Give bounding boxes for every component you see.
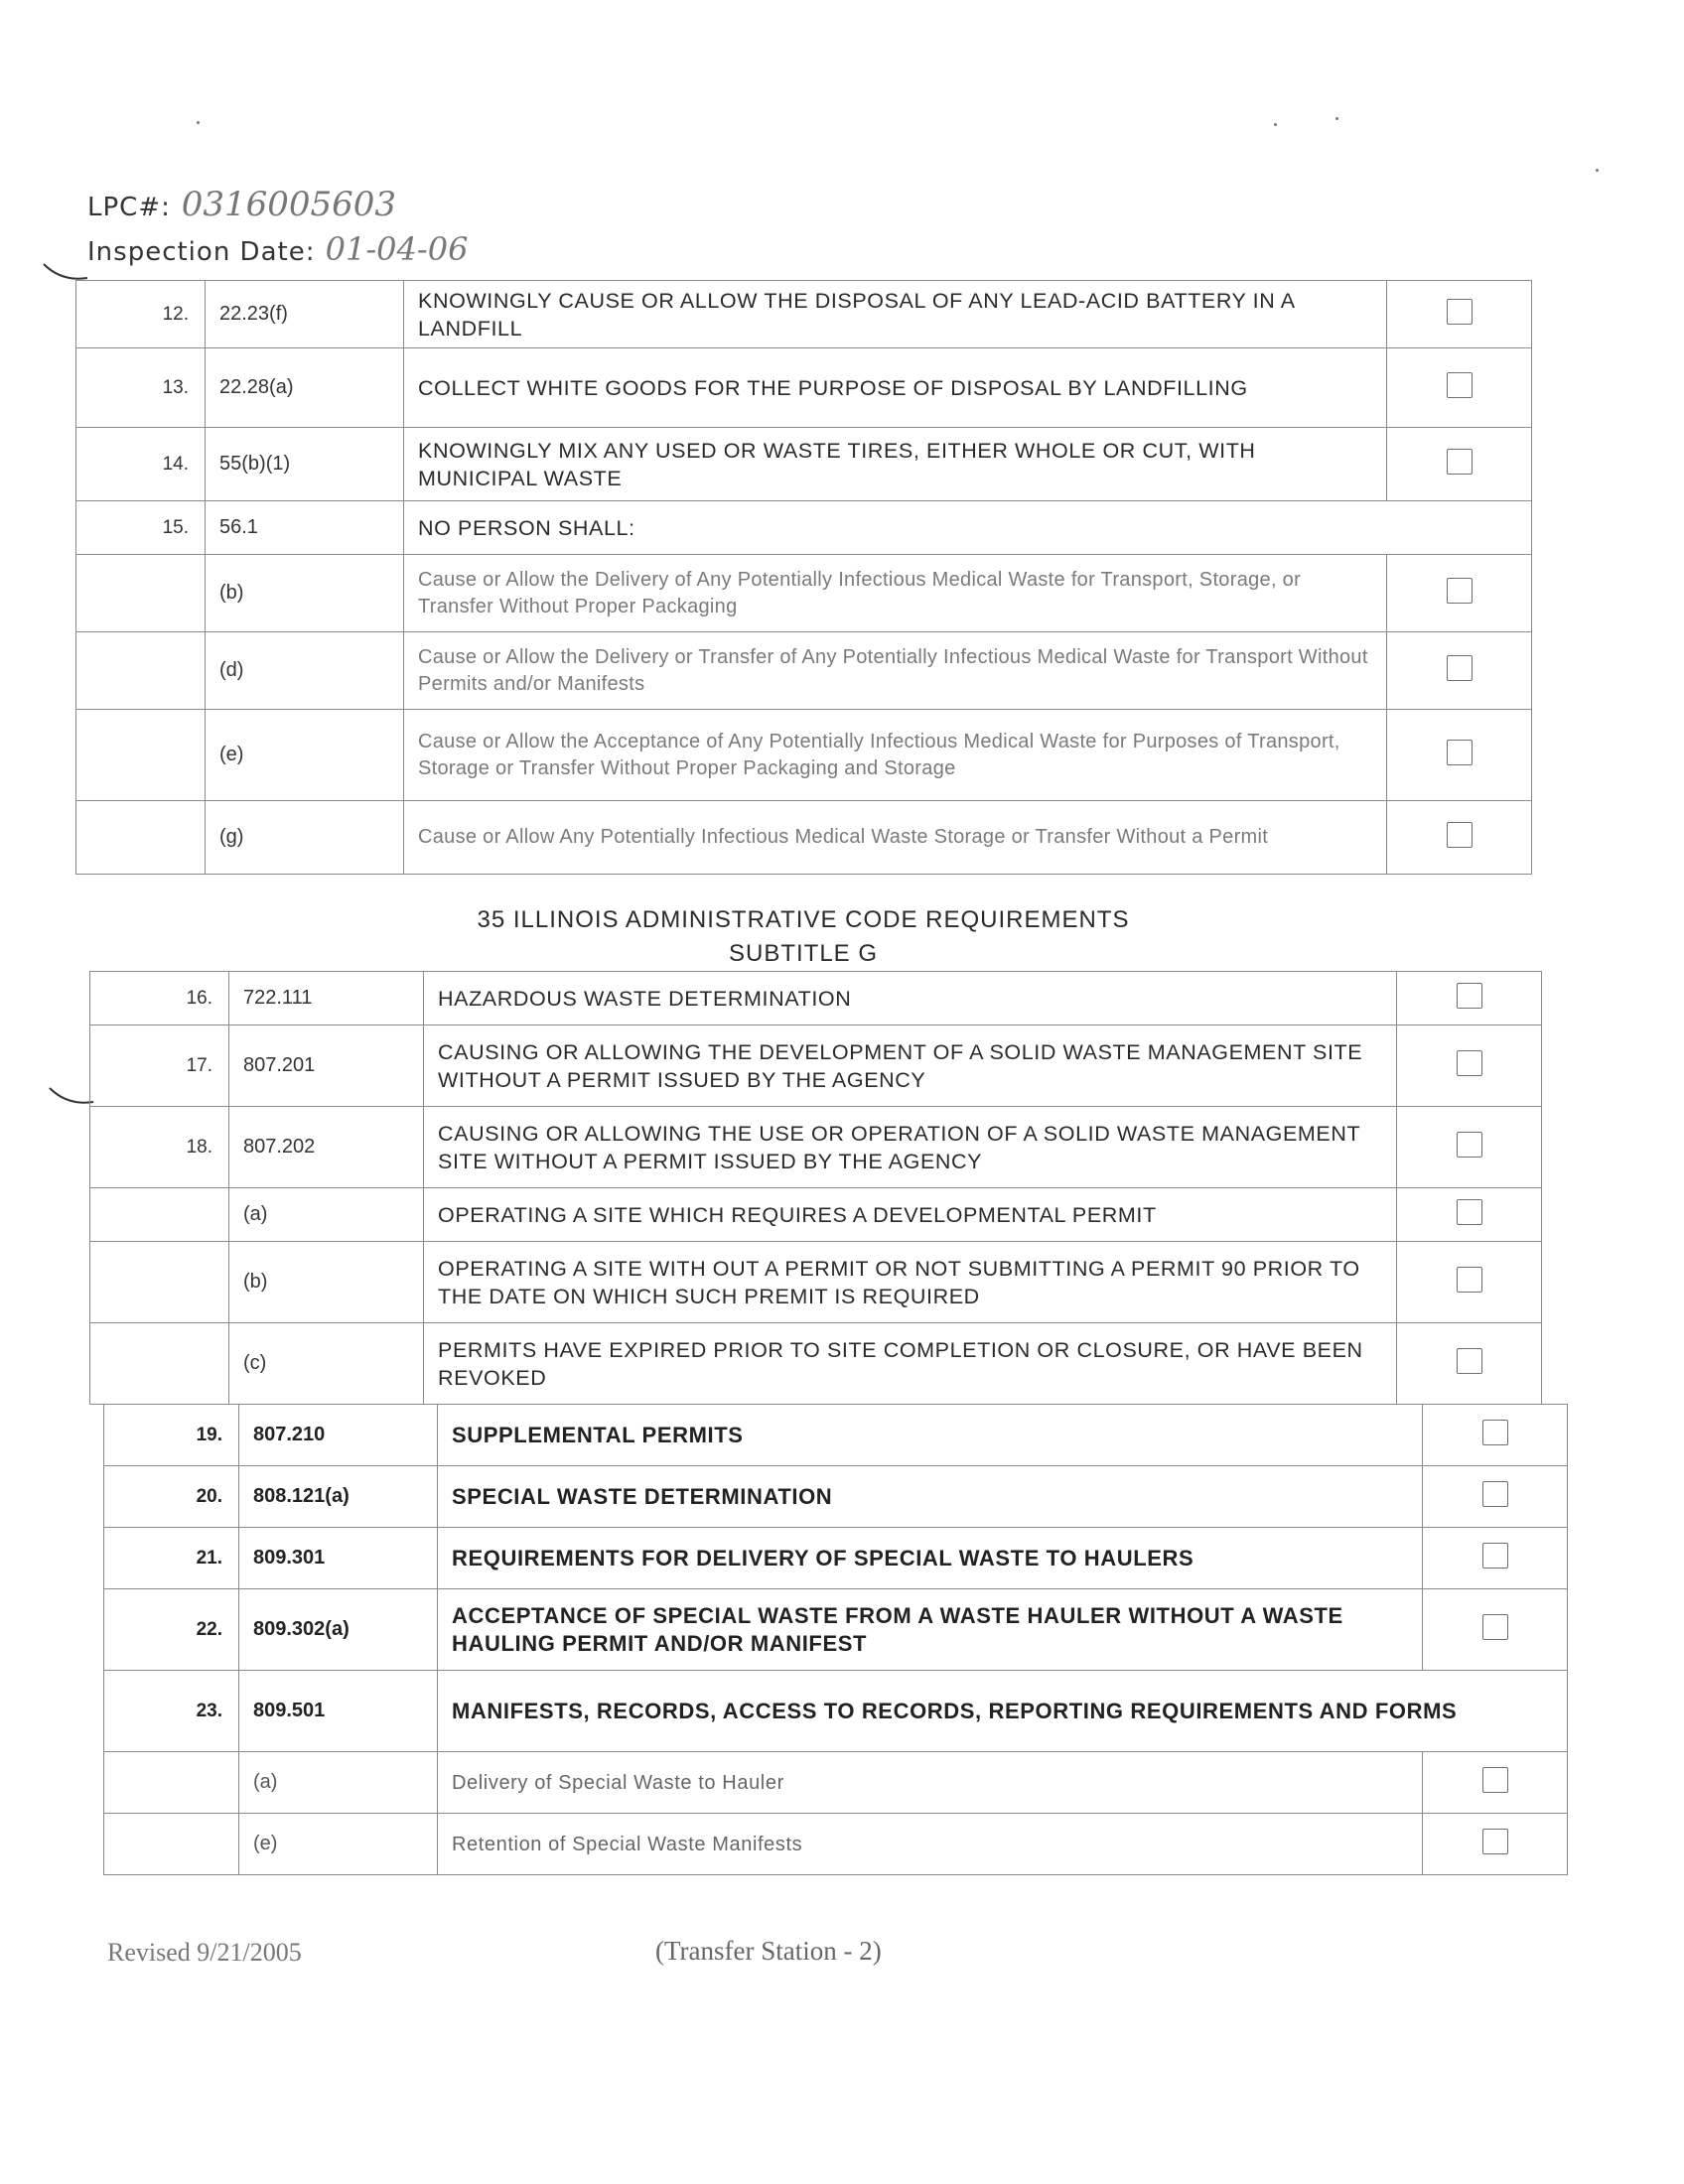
section-reference: (e) bbox=[239, 1814, 438, 1875]
item-number bbox=[90, 1323, 229, 1405]
item-number: 13. bbox=[76, 348, 206, 428]
item-number: 22. bbox=[104, 1589, 239, 1671]
violation-checkbox-cell bbox=[1397, 1188, 1542, 1242]
violation-description: PERMITS HAVE EXPIRED PRIOR TO SITE COMPLETION OR CLOSURE, OR HAVE BEEN REVOKED bbox=[424, 1323, 1397, 1405]
item-number bbox=[76, 555, 206, 632]
violation-checkbox-cell bbox=[1387, 428, 1532, 501]
violation-description: Cause or Allow the Delivery or Transfer of Any Potentially Infectious Medical Waste for Transport Without Permits and/or Manifests bbox=[404, 632, 1387, 710]
violation-checkbox-cell bbox=[1397, 1107, 1542, 1188]
violation-checkbox[interactable] bbox=[1447, 822, 1473, 848]
violation-checkbox[interactable] bbox=[1457, 1132, 1482, 1158]
table-row bbox=[76, 555, 1532, 632]
violation-checkbox[interactable] bbox=[1457, 983, 1482, 1009]
violation-checkbox-cell bbox=[1423, 1528, 1568, 1589]
lpc-number bbox=[87, 185, 396, 224]
item-number: 17. bbox=[90, 1025, 229, 1107]
violation-checkbox[interactable] bbox=[1447, 372, 1473, 398]
table-row bbox=[104, 1814, 1568, 1875]
table-row bbox=[104, 1405, 1568, 1466]
violation-description: OPERATING A SITE WITH OUT A PERMIT OR NOT SUBMITTING A PERMIT 90 PRIOR TO THE DATE ON WHICH SUCH PREMIT IS REQUIRED bbox=[424, 1242, 1397, 1323]
violation-checkbox[interactable] bbox=[1457, 1050, 1482, 1076]
table-row bbox=[76, 428, 1532, 501]
item-number: 23. bbox=[104, 1671, 239, 1752]
violation-description: KNOWINGLY CAUSE OR ALLOW THE DISPOSAL OF ANY LEAD-ACID BATTERY IN A LANDFILL bbox=[404, 281, 1387, 348]
scan-speck bbox=[1274, 123, 1277, 126]
item-number: 21. bbox=[104, 1528, 239, 1589]
violation-description: Retention of Special Waste Manifests bbox=[438, 1814, 1423, 1875]
violation-description: Cause or Allow the Acceptance of Any Potentially Infectious Medical Waste for Purposes of Transport, Storage or Transfer Without Proper Packaging and Storage bbox=[404, 710, 1387, 801]
table-row bbox=[76, 710, 1532, 801]
violation-checkbox-cell bbox=[1387, 555, 1532, 632]
violation-description: Cause or Allow the Delivery of Any Potentially Infectious Medical Waste for Transport, Storage, or Transfer Without Proper Packaging bbox=[404, 555, 1387, 632]
table-row bbox=[104, 1671, 1568, 1752]
table-row bbox=[76, 632, 1532, 710]
violation-description: SUPPLEMENTAL PERMITS bbox=[438, 1405, 1423, 1466]
section-reference: 808.121(a) bbox=[239, 1466, 438, 1528]
violation-description: NO PERSON SHALL: bbox=[404, 501, 1532, 555]
violation-checkbox-cell bbox=[1423, 1814, 1568, 1875]
table-row bbox=[104, 1528, 1568, 1589]
item-number: 19. bbox=[104, 1405, 239, 1466]
violation-checkbox-cell bbox=[1423, 1589, 1568, 1671]
violation-checkbox-cell bbox=[1387, 710, 1532, 801]
table-row bbox=[104, 1589, 1568, 1671]
section-reference: (b) bbox=[229, 1242, 424, 1323]
violation-checkbox[interactable] bbox=[1447, 655, 1473, 681]
inspection-label: Inspection Date: bbox=[87, 237, 316, 267]
table-row bbox=[90, 1323, 1542, 1405]
item-number bbox=[104, 1814, 239, 1875]
section-reference: 809.302(a) bbox=[239, 1589, 438, 1671]
item-number bbox=[76, 801, 206, 875]
section-reference: 809.501 bbox=[239, 1671, 438, 1752]
table-row bbox=[90, 972, 1542, 1025]
inspection-date bbox=[87, 230, 468, 268]
section-reference: 807.202 bbox=[229, 1107, 424, 1188]
violation-checkbox-cell bbox=[1387, 348, 1532, 428]
item-number: 16. bbox=[90, 972, 229, 1025]
table-row bbox=[76, 501, 1532, 555]
item-number: 15. bbox=[76, 501, 206, 555]
lpc-label: LPC#: bbox=[87, 193, 171, 222]
item-number: 12. bbox=[76, 281, 206, 348]
checklist-table-special-waste bbox=[103, 1404, 1568, 1875]
section-title-line2: SUBTITLE G bbox=[728, 940, 879, 967]
lpc-value: 0316005603 bbox=[181, 185, 397, 224]
item-number bbox=[76, 632, 206, 710]
scan-speck bbox=[197, 121, 200, 124]
checklist-table-statute bbox=[75, 280, 1532, 875]
violation-description: CAUSING OR ALLOWING THE DEVELOPMENT OF A SOLID WASTE MANAGEMENT SITE WITHOUT A PERMIT ISSUED BY THE AGENCY bbox=[424, 1025, 1397, 1107]
table-row bbox=[104, 1752, 1568, 1814]
item-number: 14. bbox=[76, 428, 206, 501]
item-number bbox=[90, 1242, 229, 1323]
violation-checkbox[interactable] bbox=[1482, 1614, 1508, 1640]
table-row bbox=[90, 1025, 1542, 1107]
section-reference: (a) bbox=[229, 1188, 424, 1242]
violation-checkbox[interactable] bbox=[1482, 1543, 1508, 1569]
violation-description: CAUSING OR ALLOWING THE USE OR OPERATION OF A SOLID WASTE MANAGEMENT SITE WITHOUT A PERMIT ISSUED BY THE AGENCY bbox=[424, 1107, 1397, 1188]
table-row bbox=[90, 1242, 1542, 1323]
section-reference: (c) bbox=[229, 1323, 424, 1405]
violation-description: ACCEPTANCE OF SPECIAL WASTE FROM A WASTE HAULER WITHOUT A WASTE HAULING PERMIT AND/OR MANIFEST bbox=[438, 1589, 1423, 1671]
section-reference: (g) bbox=[206, 801, 404, 875]
violation-description: MANIFESTS, RECORDS, ACCESS TO RECORDS, REPORTING REQUIREMENTS AND FORMS bbox=[438, 1671, 1568, 1752]
inspection-value: 01-04-06 bbox=[325, 230, 469, 268]
section-reference: (a) bbox=[239, 1752, 438, 1814]
violation-checkbox-cell bbox=[1387, 801, 1532, 875]
section-reference: 809.301 bbox=[239, 1528, 438, 1589]
violation-checkbox[interactable] bbox=[1447, 578, 1473, 604]
table-row bbox=[76, 801, 1532, 875]
section-reference: 722.111 bbox=[229, 972, 424, 1025]
section-reference: (b) bbox=[206, 555, 404, 632]
violation-description: REQUIREMENTS FOR DELIVERY OF SPECIAL WASTE TO HAULERS bbox=[438, 1528, 1423, 1589]
table-row bbox=[76, 348, 1532, 428]
violation-checkbox-cell bbox=[1387, 281, 1532, 348]
table-row bbox=[90, 1188, 1542, 1242]
violation-description: COLLECT WHITE GOODS FOR THE PURPOSE OF DISPOSAL BY LANDFILLING bbox=[404, 348, 1387, 428]
section-title bbox=[75, 903, 1531, 971]
violation-checkbox[interactable] bbox=[1457, 1199, 1482, 1225]
violation-description: Cause or Allow Any Potentially Infectious Medical Waste Storage or Transfer Without a Permit bbox=[404, 801, 1387, 875]
item-number bbox=[76, 710, 206, 801]
violation-description: SPECIAL WASTE DETERMINATION bbox=[438, 1466, 1423, 1528]
table-row bbox=[76, 281, 1532, 348]
violation-description: Delivery of Special Waste to Hauler bbox=[438, 1752, 1423, 1814]
item-number: 20. bbox=[104, 1466, 239, 1528]
violation-description: KNOWINGLY MIX ANY USED OR WASTE TIRES, EITHER WHOLE OR CUT, WITH MUNICIPAL WASTE bbox=[404, 428, 1387, 501]
table-row bbox=[90, 1107, 1542, 1188]
scan-speck bbox=[1596, 169, 1599, 172]
page-label: (Transfer Station - 2) bbox=[655, 1936, 882, 1966]
violation-checkbox-cell bbox=[1387, 632, 1532, 710]
checklist-table-subtitle-g bbox=[89, 971, 1542, 1405]
section-reference: (e) bbox=[206, 710, 404, 801]
item-number bbox=[90, 1188, 229, 1242]
violation-checkbox[interactable] bbox=[1482, 1767, 1508, 1793]
scan-speck bbox=[1335, 117, 1338, 120]
revision-note: Revised 9/21/2005 bbox=[107, 1938, 302, 1967]
section-reference: 56.1 bbox=[206, 501, 404, 555]
section-reference: 22.28(a) bbox=[206, 348, 404, 428]
item-number: 18. bbox=[90, 1107, 229, 1188]
violation-checkbox-cell bbox=[1423, 1752, 1568, 1814]
violation-checkbox-cell bbox=[1397, 1242, 1542, 1323]
section-reference: (d) bbox=[206, 632, 404, 710]
violation-checkbox-cell bbox=[1397, 1025, 1542, 1107]
violation-checkbox[interactable] bbox=[1447, 449, 1473, 475]
section-reference: 55(b)(1) bbox=[206, 428, 404, 501]
violation-checkbox-cell bbox=[1423, 1466, 1568, 1528]
section-reference: 807.210 bbox=[239, 1405, 438, 1466]
violation-checkbox[interactable] bbox=[1482, 1420, 1508, 1445]
section-reference: 22.23(f) bbox=[206, 281, 404, 348]
section-reference: 807.201 bbox=[229, 1025, 424, 1107]
violation-checkbox[interactable] bbox=[1447, 299, 1473, 325]
section-title-line1: 35 ILLINOIS ADMINISTRATIVE CODE REQUIREMENTS bbox=[477, 906, 1130, 933]
violation-checkbox[interactable] bbox=[1457, 1348, 1482, 1374]
item-number bbox=[104, 1752, 239, 1814]
violation-checkbox[interactable] bbox=[1447, 740, 1473, 765]
violation-checkbox-cell bbox=[1423, 1405, 1568, 1466]
table-row bbox=[104, 1466, 1568, 1528]
violation-description: HAZARDOUS WASTE DETERMINATION bbox=[424, 972, 1397, 1025]
violation-checkbox[interactable] bbox=[1457, 1267, 1482, 1293]
violation-checkbox[interactable] bbox=[1482, 1481, 1508, 1507]
violation-checkbox-cell bbox=[1397, 1323, 1542, 1405]
violation-checkbox-cell bbox=[1397, 972, 1542, 1025]
violation-checkbox[interactable] bbox=[1482, 1829, 1508, 1854]
violation-description: OPERATING A SITE WHICH REQUIRES A DEVELOPMENTAL PERMIT bbox=[424, 1188, 1397, 1242]
